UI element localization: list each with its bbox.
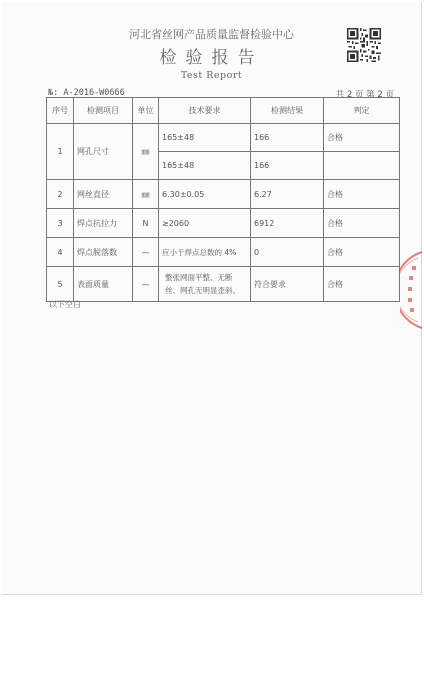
header-requirement: 技术要求	[159, 98, 251, 124]
row-verdict: 合格	[324, 238, 400, 267]
report-number: №: A-2016-W0666	[48, 88, 125, 98]
row-unit: ㎜	[133, 124, 159, 180]
requirement-line: 丝、网孔无明显歪斜。	[165, 286, 240, 295]
row-verdict: 合格	[324, 180, 400, 209]
report-page	[2, 2, 422, 595]
row-requirement: ≥2060	[159, 209, 251, 238]
row-verdict: 合格	[324, 124, 400, 152]
row-requirement	[159, 267, 251, 302]
row-no: 3	[47, 209, 74, 238]
table-header-row	[47, 98, 400, 124]
row-verdict: 合格	[324, 267, 400, 302]
table-row	[47, 180, 400, 209]
row-result: 6912	[251, 209, 324, 238]
table-row	[47, 209, 400, 238]
end-note: 以下空白	[49, 300, 81, 309]
header-result: 检测结果	[251, 98, 324, 124]
row-no: 1	[47, 124, 74, 180]
requirement-line: 整张网面平整、无断	[165, 273, 233, 282]
row-requirement: 165±48	[159, 152, 251, 180]
header-no: 序号	[47, 98, 74, 124]
row-requirement: 6.30±0.05	[159, 180, 251, 209]
row-verdict	[324, 152, 400, 180]
row-result: 符合要求	[251, 267, 324, 302]
table-row	[47, 124, 400, 152]
table-row	[47, 267, 400, 302]
row-requirement: 165±48	[159, 124, 251, 152]
report-subtitle: Test Report	[180, 70, 243, 81]
test-results-table	[46, 97, 400, 302]
row-verdict: 合格	[324, 209, 400, 238]
row-result: 166	[251, 152, 324, 180]
header-item: 检测项目	[74, 98, 133, 124]
row-item: 网丝直径	[74, 180, 133, 209]
row-item: 网孔尺寸	[74, 124, 133, 180]
seal-stamp-icon	[400, 250, 424, 330]
qr-code-icon	[347, 28, 381, 62]
row-item: 焊点抗拉力	[74, 209, 133, 238]
row-no: 5	[47, 267, 74, 302]
row-no: 4	[47, 238, 74, 267]
row-requirement: 应小于焊点总数的 4%	[159, 238, 251, 267]
row-unit: —	[133, 238, 159, 267]
row-unit: N	[133, 209, 159, 238]
row-item: 表面质量	[74, 267, 133, 302]
row-result: 0	[251, 238, 324, 267]
row-result: 6.27	[251, 180, 324, 209]
page-info: 共 2 页 第 2 页	[335, 90, 394, 100]
row-unit: ㎜	[133, 180, 159, 209]
table-row	[47, 238, 400, 267]
row-item: 焊点脱落数	[74, 238, 133, 267]
report-title: 检验报告	[159, 48, 264, 68]
header-verdict: 判定	[324, 98, 400, 124]
row-unit: —	[133, 267, 159, 302]
row-no: 2	[47, 180, 74, 209]
row-result: 166	[251, 124, 324, 152]
header-unit: 单位	[133, 98, 159, 124]
organization-name: 河北省丝网产品质量监督检验中心	[129, 28, 294, 41]
